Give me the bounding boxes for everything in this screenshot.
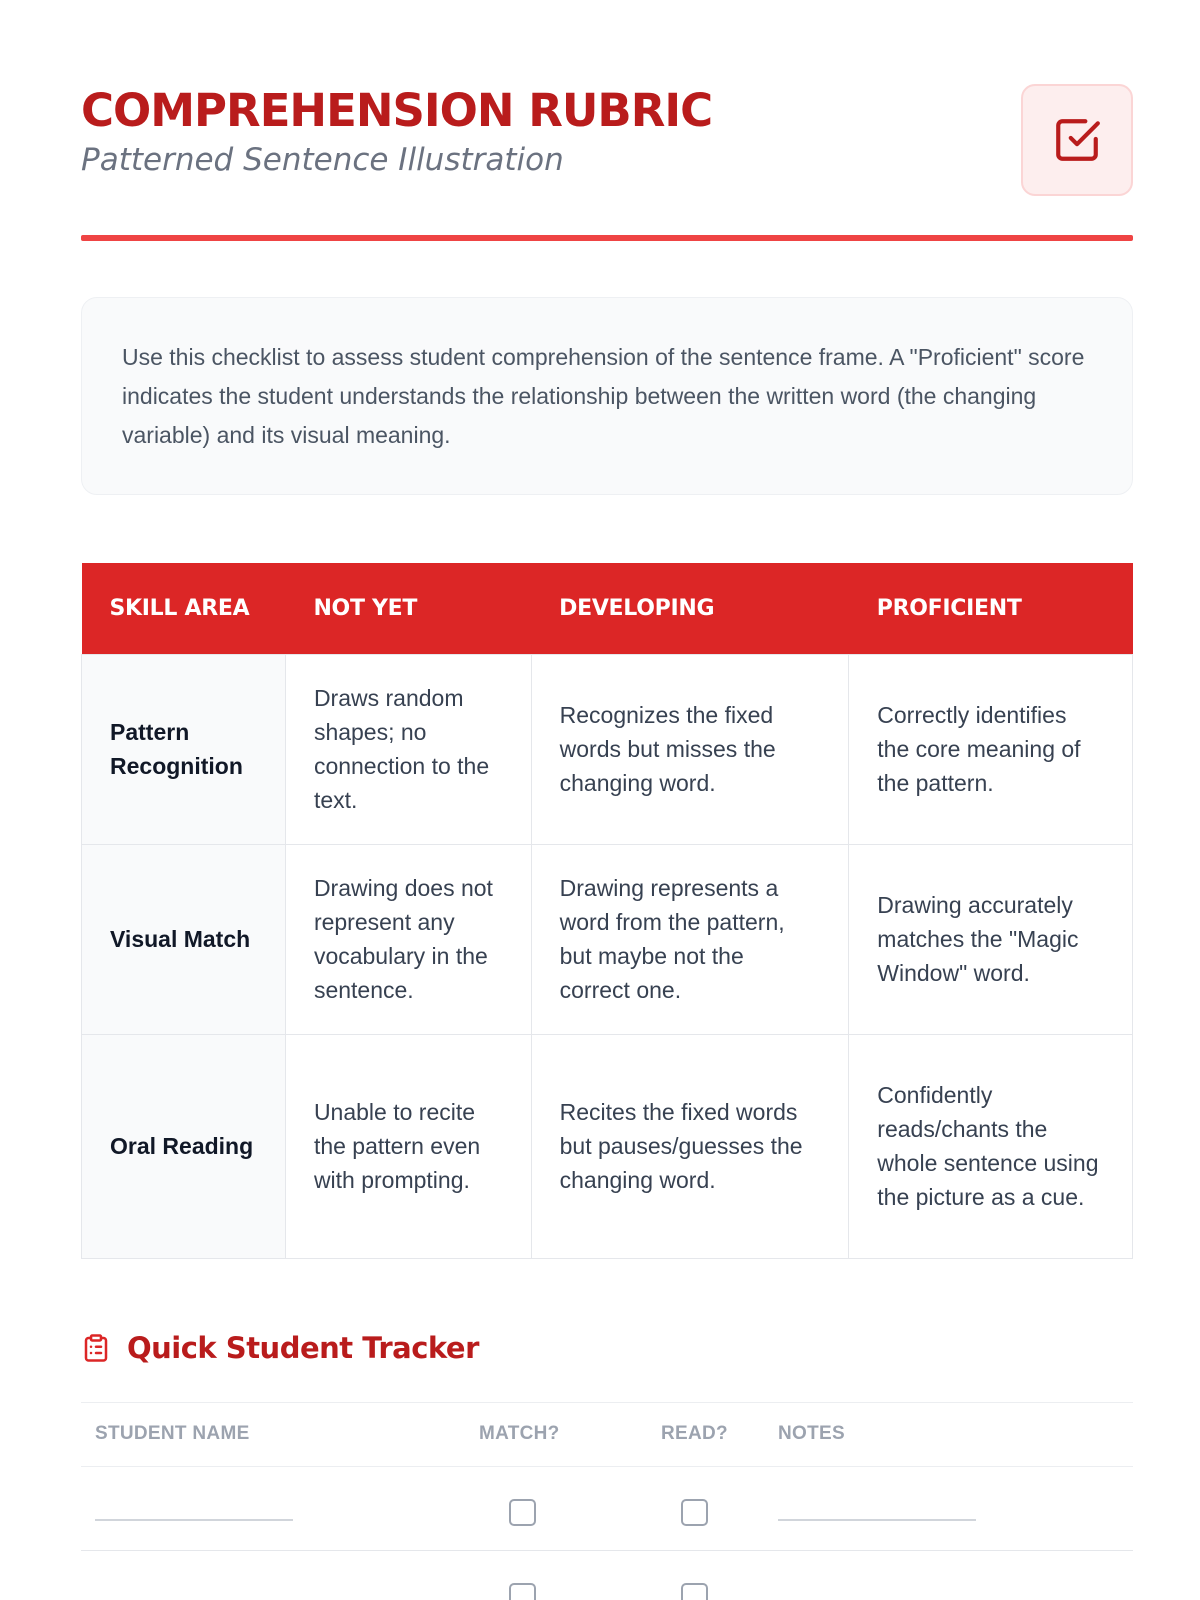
rubric-header [81, 84, 1133, 196]
table-row [82, 844, 1133, 1034]
rubric-table [81, 563, 1133, 1259]
proficient-cell: Drawing accurately matches the "Magic Window" word. [849, 844, 1133, 1034]
skill-cell: Visual Match [82, 844, 286, 1034]
skill-cell: Oral Reading [82, 1034, 286, 1258]
rubric-header-row [82, 563, 1133, 654]
header-divider [81, 235, 1133, 241]
match-checkbox[interactable] [509, 1499, 536, 1526]
column-header-skill-area: SKILL AREA [82, 563, 286, 654]
checkbox-check-icon [1052, 115, 1102, 165]
page-title: COMPREHENSION RUBRIC [81, 84, 713, 137]
clipboard-list-icon [81, 1332, 111, 1364]
skill-cell: Pattern Recognition [82, 654, 286, 844]
read-checkbox[interactable] [681, 1583, 708, 1600]
column-header-proficient: PROFICIENT [849, 563, 1133, 654]
table-row [82, 1034, 1133, 1258]
tracker-header-row [81, 1402, 1133, 1466]
instructions-box [81, 297, 1133, 495]
tracker-row [81, 1466, 1133, 1550]
not-yet-cell: Draws random shapes; no connection to the text. [285, 654, 531, 844]
tracker-title: Quick Student Tracker [127, 1331, 479, 1365]
student-tracker [81, 1402, 1133, 1600]
column-header-developing: DEVELOPING [531, 563, 849, 654]
proficient-cell: Correctly identifies the core meaning of the pattern. [849, 654, 1133, 844]
column-header-notes: NOTES [778, 1423, 845, 1444]
tracker-row [81, 1550, 1133, 1600]
table-row [82, 654, 1133, 844]
student-name-blank[interactable] [95, 1519, 293, 1521]
developing-cell: Recites the fixed words but pauses/guesses the changing word. [531, 1034, 849, 1258]
column-header-read: READ? [661, 1423, 728, 1444]
instructions-text: Use this checklist to assess student comprehension of the sentence frame. A "Proficient" score indicates the student understands the relationship between the written word (the changing variable) and its visual meaning. [122, 344, 1085, 448]
page-subtitle: Patterned Sentence Illustration [81, 142, 564, 178]
not-yet-cell: Drawing does not represent any vocabulary in the sentence. [285, 844, 531, 1034]
notes-blank[interactable] [778, 1519, 976, 1521]
match-checkbox[interactable] [509, 1583, 536, 1600]
not-yet-cell: Unable to recite the pattern even with prompting. [285, 1034, 531, 1258]
column-header-match: MATCH? [479, 1423, 560, 1444]
checkbox-badge [1021, 84, 1133, 196]
tracker-heading [81, 1331, 479, 1365]
column-header-not-yet: NOT YET [285, 563, 531, 654]
developing-cell: Drawing represents a word from the pattern, but maybe not the correct one. [531, 844, 849, 1034]
read-checkbox[interactable] [681, 1499, 708, 1526]
column-header-student-name: STUDENT NAME [95, 1423, 250, 1444]
developing-cell: Recognizes the fixed words but misses the changing word. [531, 654, 849, 844]
proficient-cell: Confidently reads/chants the whole sentence using the picture as a cue. [849, 1034, 1133, 1258]
